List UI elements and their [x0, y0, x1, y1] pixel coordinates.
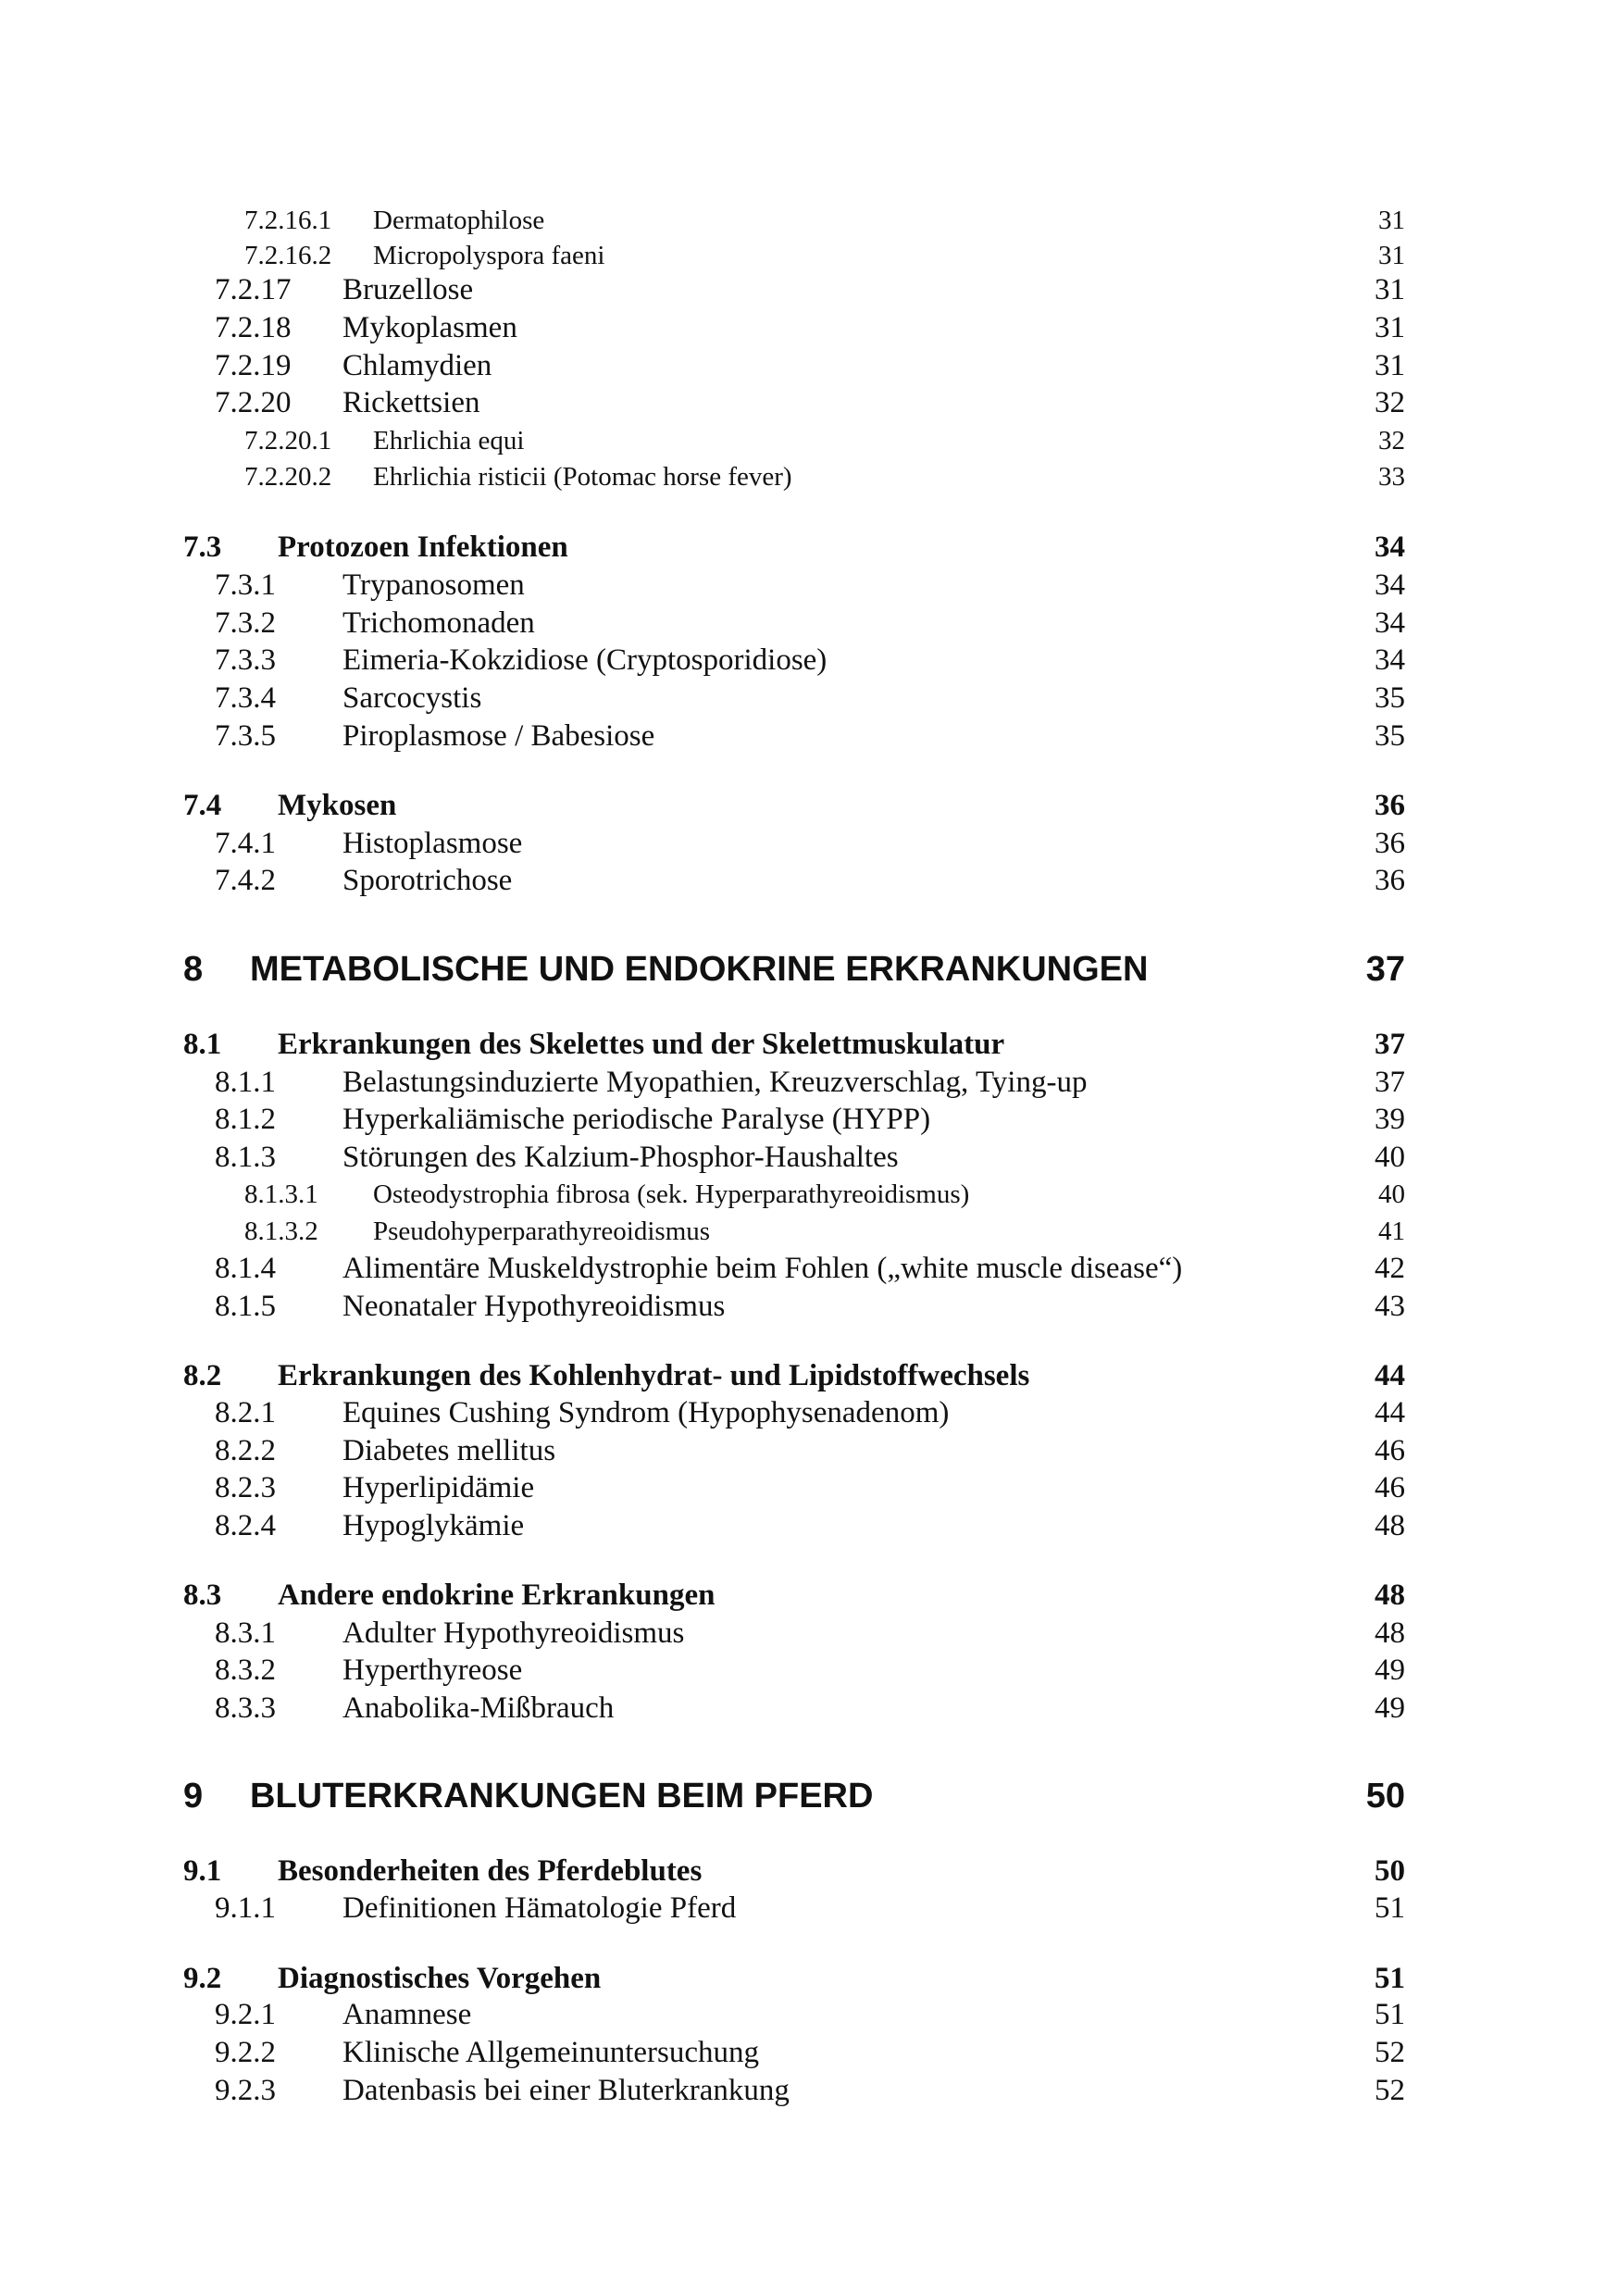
toc-entry-page: 32 [1375, 386, 1405, 419]
toc-entry-number: 8.1.3.1 [244, 1179, 318, 1209]
toc-entry-title: Hyperlipidämie [342, 1471, 535, 1504]
toc-entry-page: 51 [1375, 1998, 1405, 2031]
toc-entry-title: Trypanosomen [342, 568, 525, 602]
toc-entry-number: 7.3.3 [215, 643, 276, 677]
toc-entry-number: 9.2.1 [215, 1998, 276, 2031]
toc-entry-title: Hypoglykämie [342, 1509, 525, 1542]
toc-entry-number: 8.1.2 [215, 1103, 276, 1136]
toc-entry-number: 8.1.3.2 [244, 1217, 318, 1246]
toc-entry-number: 7.2.16.2 [244, 241, 332, 270]
toc-entry-title: Anamnese [342, 1998, 472, 2031]
toc-entry-number: 7.4.1 [215, 827, 276, 860]
toc-entry-title: Mykoplasmen [342, 311, 517, 344]
toc-entry-page: 46 [1375, 1471, 1405, 1504]
toc-entry-page: 48 [1375, 1509, 1405, 1542]
toc-entry-title: Anabolika-Mißbrauch [342, 1691, 615, 1725]
toc-entry-page: 44 [1375, 1396, 1405, 1429]
toc-entry-page: 34 [1375, 606, 1405, 640]
toc-entry-title: Sporotrichose [342, 864, 513, 897]
toc-entry-title: METABOLISCHE UND ENDOKRINE ERKRANKUNGEN [250, 950, 1149, 989]
toc-entry-page: 43 [1375, 1290, 1405, 1323]
toc-entry-title: Belastungsinduzierte Myopathien, Kreuzverschlag, Tying-up [342, 1066, 1088, 1099]
toc-entry-page: 31 [1378, 241, 1405, 270]
toc-entry-number: 7.3 [183, 530, 222, 564]
toc-entry-number: 9.2 [183, 1962, 222, 1995]
toc-entry-number: 8.1.3 [215, 1141, 276, 1174]
toc-entry-number: 8.3 [183, 1578, 222, 1612]
toc-entry-page: 36 [1375, 827, 1405, 860]
toc-entry-title: Equines Cushing Syndrom (Hypophysenadenom) [342, 1396, 950, 1429]
toc-entry-number: 8.2.3 [215, 1471, 276, 1504]
toc-entry-page: 50 [1375, 1854, 1405, 1888]
toc-entry-number: 7.3.5 [215, 719, 276, 753]
toc-entry-title: Erkrankungen des Skelettes und der Skelettmuskulatur [278, 1028, 1005, 1061]
toc-entry-page: 40 [1378, 1179, 1405, 1209]
toc-entry-page: 34 [1375, 643, 1405, 677]
toc-entry-page: 36 [1375, 789, 1405, 822]
toc-entry-number: 8.2 [183, 1359, 222, 1392]
toc-entry-title: Adulter Hypothyreoidismus [342, 1616, 685, 1650]
toc-entry-title: BLUTERKRANKUNGEN BEIM PFERD [250, 1777, 874, 1816]
toc-entry-title: Definitionen Hämatologie Pferd [342, 1891, 737, 1925]
toc-entry-number: 8.3.3 [215, 1691, 276, 1725]
toc-entry-page: 48 [1375, 1616, 1405, 1650]
toc-entry-title: Chlamydien [342, 349, 492, 382]
toc-entry-title: Klinische Allgemeinuntersuchung [342, 2036, 759, 2069]
toc-entry-number: 8.1.5 [215, 1290, 276, 1323]
toc-entry-title: Erkrankungen des Kohlenhydrat- und Lipidstoffwechsels [278, 1359, 1030, 1392]
toc-entry-title: Ehrlichia risticii (Potomac horse fever) [373, 462, 792, 492]
toc-entry-number: 7.4.2 [215, 864, 276, 897]
toc-entry-number: 8.3.2 [215, 1653, 276, 1687]
toc-entry-number: 7.3.2 [215, 606, 276, 640]
toc-entry-number: 7.3.4 [215, 681, 276, 715]
toc-entry-number: 9.1.1 [215, 1891, 276, 1925]
toc-entry-title: Pseudohyperparathyreoidismus [373, 1217, 711, 1246]
toc-entry-title: Dermatophilose [373, 206, 545, 235]
toc-entry-title: Rickettsien [342, 386, 480, 419]
toc-entry-page: 46 [1375, 1434, 1405, 1467]
toc-entry-page: 32 [1378, 426, 1405, 455]
toc-entry-number: 8.2.1 [215, 1396, 276, 1429]
toc-entry-title: Alimentäre Muskeldystrophie beim Fohlen („white muscle disease“) [342, 1252, 1183, 1285]
toc-entry-number: 8.3.1 [215, 1616, 276, 1650]
toc-entry-page: 52 [1375, 2036, 1405, 2069]
toc-entry-title: Histoplasmose [342, 827, 523, 860]
toc-entry-title: Ehrlichia equi [373, 426, 525, 455]
toc-entry-number: 8.2.4 [215, 1509, 276, 1542]
toc-entry-page: 39 [1375, 1103, 1405, 1136]
toc-entry-number: 9.2.3 [215, 2074, 276, 2107]
toc-entry-page: 31 [1378, 206, 1405, 235]
toc-entry-title: Andere endokrine Erkrankungen [278, 1578, 716, 1612]
toc-entry-page: 31 [1375, 349, 1405, 382]
toc-entry-title: Micropolyspora faeni [373, 241, 605, 270]
toc-entry-page: 31 [1375, 311, 1405, 344]
toc-entry-page: 44 [1375, 1359, 1405, 1392]
toc-entry-number: 7.2.20.2 [244, 462, 332, 492]
toc-entry-title: Störungen des Kalzium-Phosphor-Haushaltes [342, 1141, 899, 1174]
toc-entry-page: 42 [1375, 1252, 1405, 1285]
toc-entry-number: 8.1.4 [215, 1252, 276, 1285]
toc-entry-number: 8.2.2 [215, 1434, 276, 1467]
toc-entry-number: 7.2.16.1 [244, 206, 332, 235]
toc-entry-title: Mykosen [278, 789, 397, 822]
toc-entry-page: 51 [1375, 1891, 1405, 1925]
toc-entry-page: 51 [1375, 1962, 1405, 1995]
toc-entry-number: 8.1 [183, 1028, 222, 1061]
toc-entry-page: 34 [1375, 530, 1405, 564]
toc-entry-page: 48 [1375, 1578, 1405, 1612]
toc-entry-page: 33 [1378, 462, 1405, 492]
toc-entry-number: 9.2.2 [215, 2036, 276, 2069]
toc-entry-number: 9.1 [183, 1854, 222, 1888]
toc-entry-page: 37 [1375, 1066, 1405, 1099]
toc-entry-title: Trichomonaden [342, 606, 535, 640]
toc-entry-title: Diabetes mellitus [342, 1434, 556, 1467]
toc-entry-number: 7.2.20.1 [244, 426, 332, 455]
toc-entry-title: Hyperthyreose [342, 1653, 523, 1687]
toc-entry-page: 49 [1375, 1691, 1405, 1725]
toc-entry-page: 50 [1365, 1777, 1405, 1816]
toc-entry-page: 37 [1365, 950, 1405, 989]
toc-entry-title: Osteodystrophia fibrosa (sek. Hyperparathyreoidismus) [373, 1179, 970, 1209]
toc-entry-number: 9 [183, 1777, 204, 1816]
toc-entry-title: Hyperkaliämische periodische Paralyse (HYPP) [342, 1103, 931, 1136]
toc-entry-title: Besonderheiten des Pferdeblutes [278, 1854, 703, 1888]
toc-entry-number: 7.2.17 [215, 273, 292, 306]
toc-entry-number: 8 [183, 950, 204, 989]
toc-entry-page: 36 [1375, 864, 1405, 897]
toc-entry-page: 41 [1378, 1217, 1405, 1246]
toc-entry-number: 7.3.1 [215, 568, 276, 602]
toc-entry-title: Datenbasis bei einer Bluterkrankung [342, 2074, 790, 2107]
toc-entry-page: 34 [1375, 568, 1405, 602]
toc-entry-title: Diagnostisches Vorgehen [278, 1962, 602, 1995]
toc-entry-title: Sarcocystis [342, 681, 482, 715]
toc-entry-number: 7.4 [183, 789, 222, 822]
toc-entry-number: 8.1.1 [215, 1066, 276, 1099]
toc-entry-page: 40 [1375, 1141, 1405, 1174]
toc-entry-number: 7.2.20 [215, 386, 292, 419]
toc-entry-page: 49 [1375, 1653, 1405, 1687]
toc-entry-title: Neonataler Hypothyreoidismus [342, 1290, 726, 1323]
toc-entry-number: 7.2.19 [215, 349, 292, 382]
toc-entry-title: Bruzellose [342, 273, 474, 306]
toc-entry-title: Protozoen Infektionen [278, 530, 568, 564]
toc-entry-number: 7.2.18 [215, 311, 292, 344]
toc-entry-page: 35 [1375, 681, 1405, 715]
toc-entry-page: 37 [1375, 1028, 1405, 1061]
toc-entry-title: Piroplasmose / Babesiose [342, 719, 655, 753]
toc-entry-page: 35 [1375, 719, 1405, 753]
toc-entry-page: 31 [1375, 273, 1405, 306]
toc-entry-title: Eimeria-Kokzidiose (Cryptosporidiose) [342, 643, 828, 677]
toc-entry-page: 52 [1375, 2074, 1405, 2107]
